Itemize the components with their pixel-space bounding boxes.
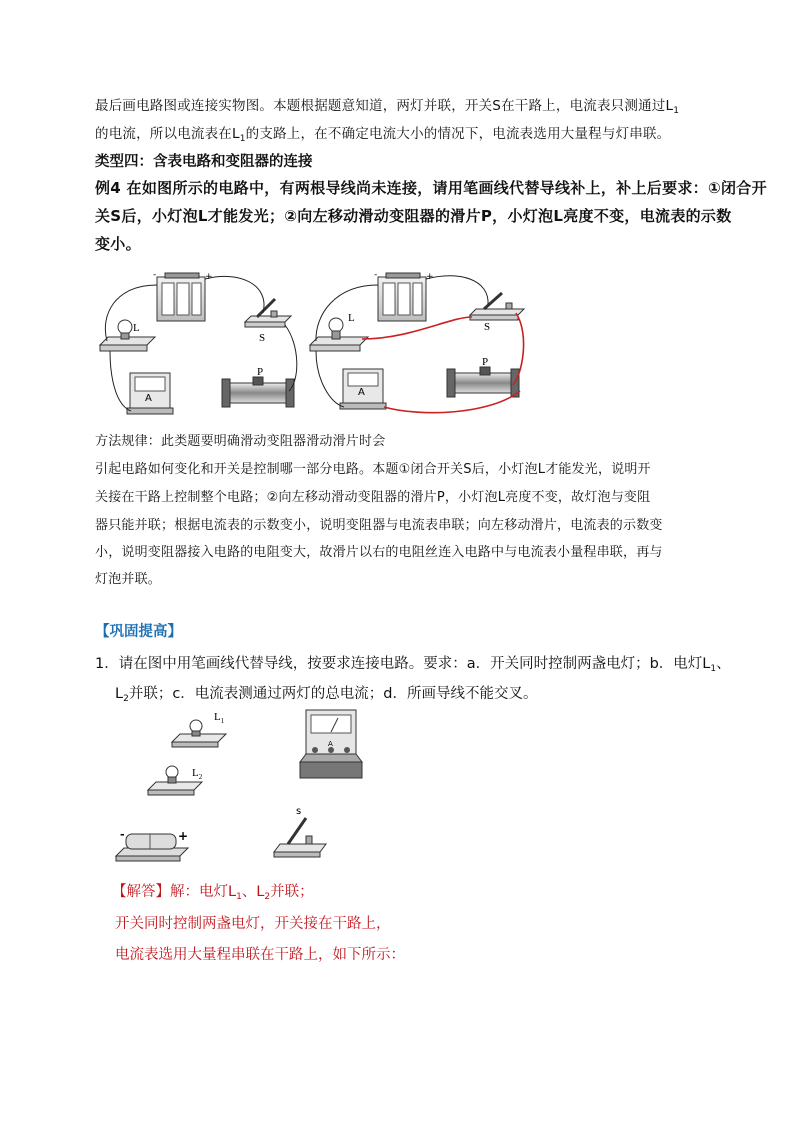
left-circuit xyxy=(100,270,297,414)
battery-plus-label: + xyxy=(205,272,213,282)
rheostat-icon xyxy=(222,377,294,407)
l2-label: $L_2$ xyxy=(192,767,203,781)
switch-label: S xyxy=(484,321,491,333)
method-line-6: 灯泡并联。 xyxy=(95,572,162,587)
answer-line-3: 电流表选用大量程串联在干路上，如下所示： xyxy=(115,947,405,963)
l1-label: $L_1$ xyxy=(214,711,225,725)
question1-line-1: 1．请在图中用笔画线代替导线，按要求连接电路。要求：a．开关同时控制两盏电灯；b．电灯$L_1$、 xyxy=(95,656,731,674)
lamp-label: L xyxy=(133,322,140,334)
slider-label: P xyxy=(482,356,489,368)
example-line-3: 变小。 xyxy=(95,235,141,253)
ammeter-label: A xyxy=(328,740,333,748)
battery-minus-label: - xyxy=(153,270,157,280)
circuit-figure xyxy=(95,265,545,425)
type-heading: 类型四：含表电路和变阻器的连接 xyxy=(95,154,313,170)
switch-icon xyxy=(274,818,326,857)
switch-label: S xyxy=(259,332,266,344)
method-line-1: 方法规律：此类题要明确滑动变阻器滑动滑片时会 xyxy=(95,434,386,449)
method-line-2: 引起电路如何变化和开关是控制哪一部分电路。本题①闭合开关S后，小灯泡L才能发光，说明开 xyxy=(95,462,651,477)
switch-icon xyxy=(245,299,291,327)
lamp-icon xyxy=(100,320,155,351)
method-line-3: 关接在干路上控制整个电路；②向左移动滑动变阻器的滑片P，小灯泡L亮度不变，故灯泡与变阻 xyxy=(95,490,651,505)
intro-line-1: 最后画电路图或连接实物图。本题根据题意知道，两灯并联，开关S在干路上，电流表只测通过$L_1$ xyxy=(95,98,680,116)
intro-line-2: 的电流，所以电流表在$L_1$的支路上，在不确定电流大小的情况下，电流表选用大量程与灯串联。 xyxy=(95,126,671,144)
battery-minus-label: - xyxy=(120,828,125,841)
slider-label: P xyxy=(257,366,264,378)
answer-line-2: 开关同时控制两盏电灯，开关接在干路上， xyxy=(115,916,391,932)
battery-plus-label: + xyxy=(426,272,434,282)
components-figure xyxy=(110,706,380,866)
rheostat-icon xyxy=(447,367,519,397)
question1-line-2: $L_2$并联；c．电流表测通过两灯的总电流；d．所画导线不能交叉。 xyxy=(115,686,538,704)
battery-icon xyxy=(157,273,205,321)
switch-icon xyxy=(470,293,524,320)
consolidate-heading: 【巩固提高】 xyxy=(95,624,182,640)
battery-icon xyxy=(378,273,426,321)
example-line-2: 关S后，小灯泡L才能发光；②向左移动滑动变阻器的滑片P，小灯泡L亮度不变，电流表的示数 xyxy=(95,207,732,225)
ammeter-label: A xyxy=(358,387,365,398)
answer-line-1: 【解答】解：电灯$L_1$、$L_2$并联； xyxy=(112,884,314,902)
example-line-1: 例4 在如图所示的电路中，有两根导线尚未连接，请用笔画线代替导线补上，补上后要求：①闭合开 xyxy=(95,179,767,197)
right-circuit xyxy=(310,270,524,413)
method-line-5: 小，说明变阻器接入电路的电阻变大，故滑片以右的电阻丝连入电路中与电流表小量程串联，再与 xyxy=(95,545,663,560)
method-line-4: 器只能并联；根据电流表的示数变小，说明变阻器与电流表串联；向左移动滑片，电流表的示数变 xyxy=(95,518,663,533)
switch-label: s xyxy=(296,806,302,817)
battery-plus-label: + xyxy=(178,829,189,843)
lamp-label: L xyxy=(348,312,355,324)
lamp-l1-icon xyxy=(172,720,226,747)
ammeter-label: A xyxy=(145,393,152,404)
battery-minus-label: - xyxy=(374,270,378,280)
